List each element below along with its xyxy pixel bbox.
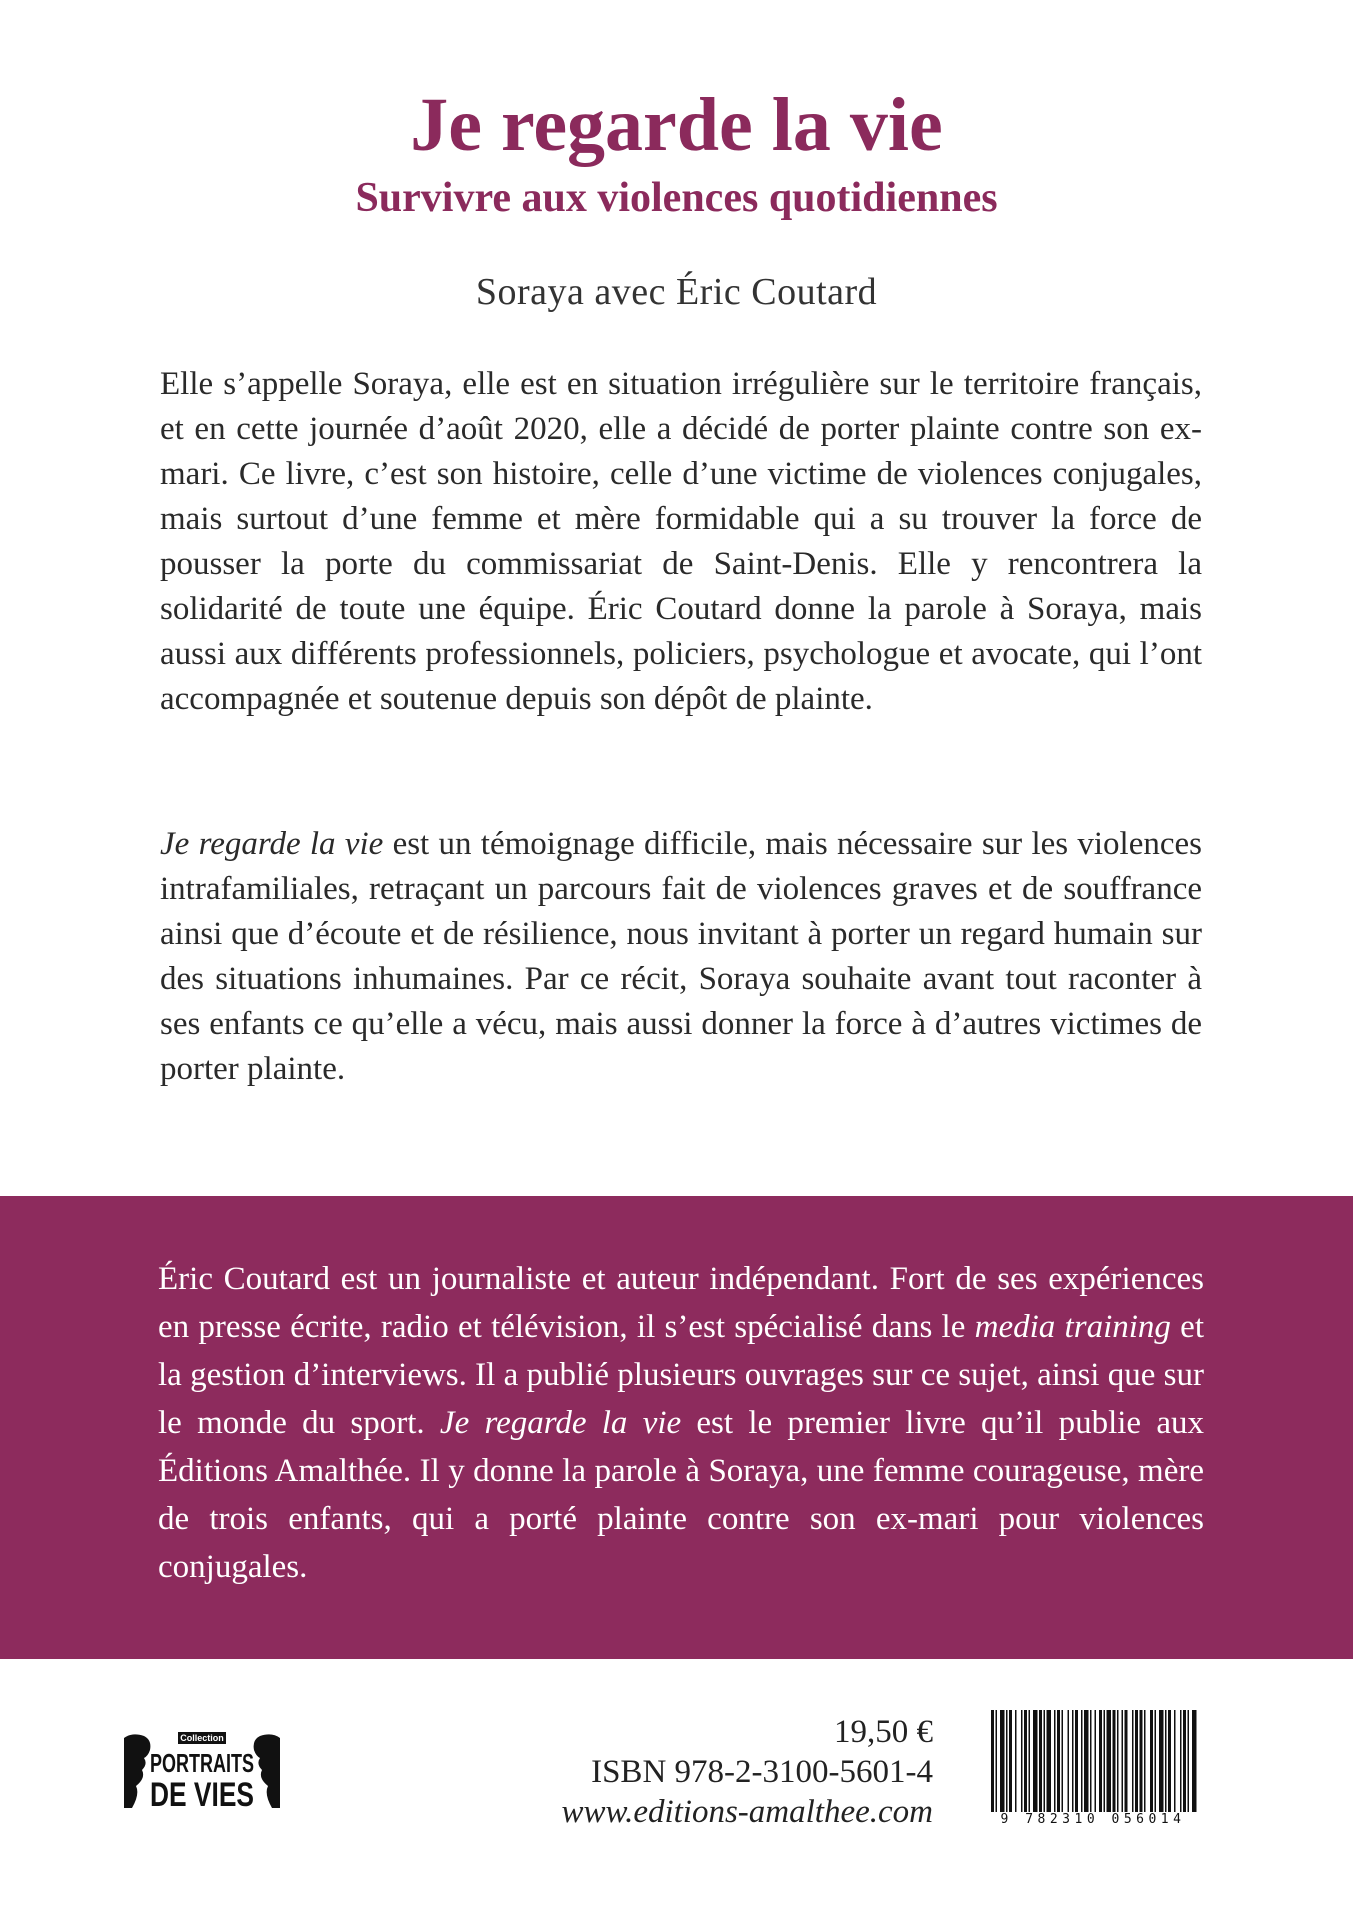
barcode-bar — [1174, 1710, 1176, 1814]
barcode-bar — [1084, 1710, 1089, 1814]
barcode-bar — [1155, 1710, 1157, 1814]
isbn-barcode — [987, 1710, 1199, 1828]
barcode-bar — [1054, 1710, 1056, 1814]
price: 19,50 € — [834, 1714, 933, 1750]
barcode-bar — [1021, 1710, 1023, 1814]
barcode-bar — [1183, 1710, 1186, 1814]
bio-italic-media-training: media training — [974, 1309, 1171, 1345]
bio-text-1: Éric Coutard est un journaliste et auteur indépendant. Fort de ses expériences en presse écrite, radio et télévision, il s’est spécialisé dans le — [158, 1261, 1204, 1345]
barcode-bar — [1072, 1710, 1074, 1814]
barcode-bar — [1122, 1710, 1124, 1814]
barcode-bar — [1132, 1710, 1134, 1814]
portraits-de-vies-logo — [122, 1730, 282, 1820]
book-authors: Soraya avec Éric Coutard — [475, 271, 878, 313]
blurb-book-title-italic: Je regarde la vie — [160, 826, 384, 862]
blurb-paragraph-1: Elle s’appelle Soraya, elle est en situation irrégulière sur le territoire français, et en cette journée d’août 2020, elle a décidé de porter plainte contre son ex-mari. Ce livre, c’est son histoire, celle d’une victime de violences conjugales, mais surtout d’une femme et mère formidable qui a su trouver la force de pousser la porte du commissariat de Saint-Denis. Elle y rencontrera la solidarité de toute une équipe. Éric Coutard donne la parole à Soraya, mais aussi aux différents professionnels, policiers, psychologue et avocate, qui l’ont accompagnée et soutenue depuis son dépôt de plainte. — [160, 366, 1202, 717]
barcode-bar — [1068, 1710, 1070, 1814]
bio-text-3: est le premier livre qu’il publie aux Éditions Amalthée. Il y donne la parole à Soraya, une femme courageuse, mère de trois enfants, qui a porté plainte contre son ex-mari pour violences conjugales. — [158, 1405, 1204, 1585]
barcode-bar — [1140, 1710, 1143, 1814]
barcode-bar — [1044, 1710, 1046, 1814]
logo-collection-label: Collection — [180, 1733, 224, 1743]
barcode-bar — [1135, 1710, 1138, 1814]
logo-line-2: DE VIES — [150, 1776, 254, 1814]
right-silhouette-icon — [254, 1734, 280, 1808]
barcode-bar — [1192, 1710, 1197, 1814]
barcode-bar — [996, 1710, 998, 1814]
barcode-bar — [1104, 1710, 1106, 1814]
barcode-bar — [1039, 1710, 1042, 1814]
barcode-bar — [1168, 1710, 1171, 1814]
author-bio — [158, 1255, 1204, 1591]
barcode-bar — [1165, 1710, 1167, 1814]
logo-line-1: PORTRAITS — [150, 1748, 254, 1778]
price-block — [561, 1712, 933, 1832]
barcode-bar — [1024, 1710, 1027, 1814]
barcode-bar — [1144, 1710, 1146, 1814]
barcode-bar — [1062, 1710, 1064, 1814]
barcode-bar — [1009, 1710, 1012, 1814]
barcode-bar — [1150, 1710, 1153, 1814]
barcode-digits: 9 782310 056014 — [987, 1812, 1199, 1827]
bio-text-2: et la gestion d’interviews. Il a publié plusieurs ouvrages sur ce sujet, ainsi que sur le monde du sport. — [158, 1309, 1204, 1441]
barcode-bar — [1033, 1710, 1038, 1814]
barcode-bar — [1095, 1710, 1097, 1814]
barcode-bar — [1188, 1710, 1190, 1814]
barcode-bar — [1107, 1710, 1112, 1814]
barcode-bar — [1081, 1710, 1083, 1814]
isbn: ISBN 978-2-3100-5601-4 — [591, 1754, 933, 1790]
barcode-bar — [1113, 1710, 1116, 1814]
bio-italic-book-title: Je regarde la vie — [439, 1405, 682, 1441]
blurb-paragraph-2 — [160, 822, 1202, 1092]
barcode-bar — [1000, 1710, 1005, 1814]
blurb-paragraph-2-text: est un témoignage difficile, mais nécessaire sur les violences intrafamiliales, retraçant un parcours fait de violences graves et de souffrance ainsi que d’écoute et de résilience, nous invitant à porter un regard humain sur des situations inhumaines. Par ce récit, Soraya souhaite avant tout raconter à ses enfants ce qu’elle a vécu, mais aussi donner la force à d’autres victimes de porter plainte. — [160, 826, 1202, 1087]
barcode-bar — [1090, 1710, 1092, 1814]
barcode-bar — [1075, 1710, 1078, 1814]
barcode-bar — [1029, 1710, 1031, 1814]
barcode-bar — [1047, 1710, 1052, 1814]
book-subtitle: Survivre aux violences quotidiennes — [355, 175, 998, 221]
barcode-bar — [1180, 1710, 1182, 1814]
barcode-bar — [1117, 1710, 1119, 1814]
barcode-bar — [991, 1710, 994, 1814]
barcode-bar — [1099, 1710, 1102, 1814]
barcode-bar — [1006, 1710, 1008, 1814]
barcode-bar — [1057, 1710, 1060, 1814]
barcode-bar — [1125, 1710, 1128, 1814]
publisher-website: www.editions-amalthee.com — [561, 1794, 933, 1830]
left-silhouette-icon — [124, 1734, 150, 1808]
barcode-bar — [1159, 1710, 1164, 1814]
book-title: Je regarde la vie — [410, 83, 943, 167]
barcode-bar — [1015, 1710, 1017, 1814]
